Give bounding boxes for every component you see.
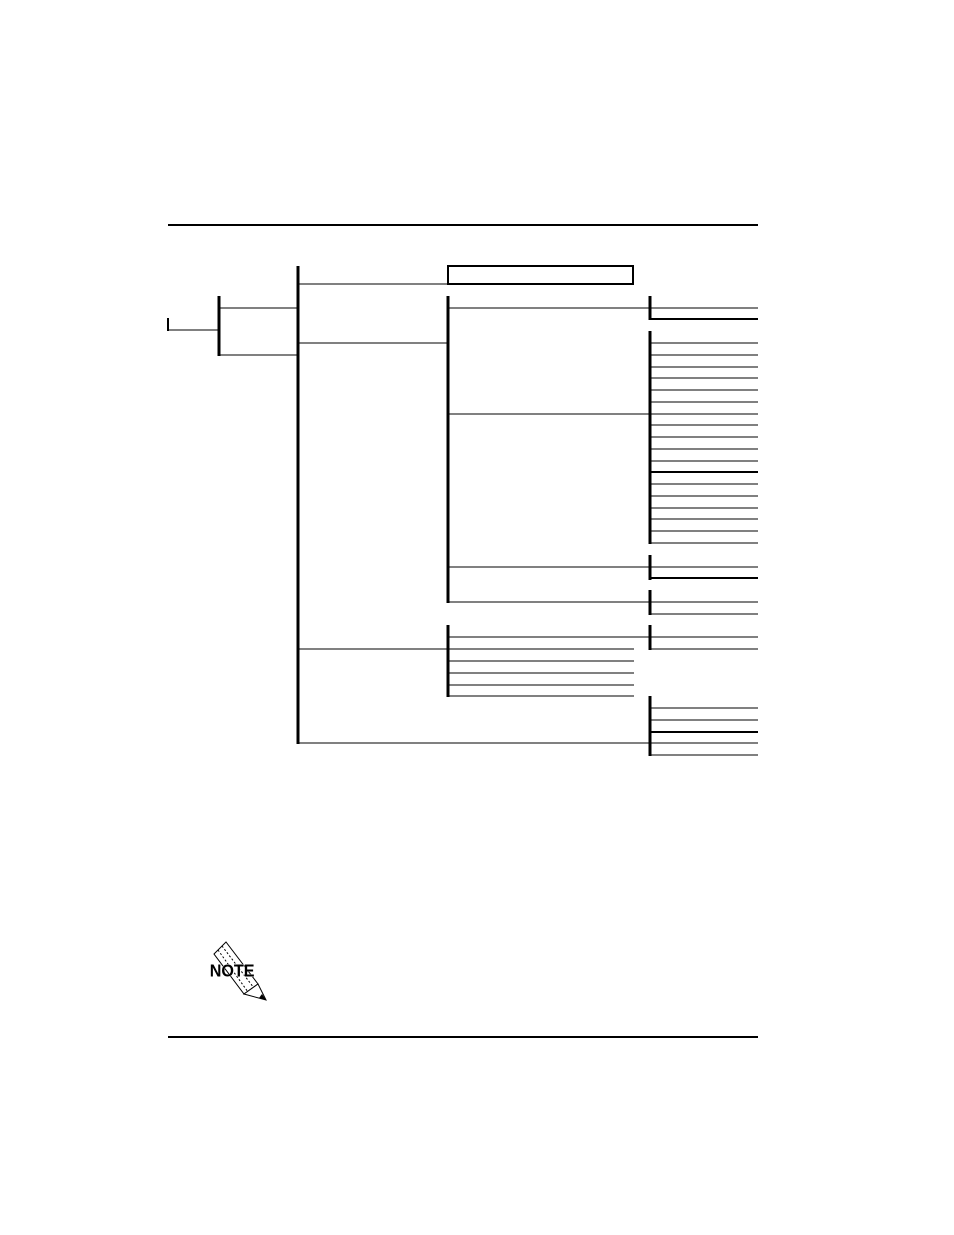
- note-label: NOTE: [209, 961, 255, 981]
- tree-level-5-group-4: [650, 590, 758, 615]
- note-pencil-icon: [204, 940, 274, 1006]
- tree-level-2: [219, 296, 298, 356]
- tree-boxed-entry: [448, 266, 633, 284]
- tree-level-4-upper: [448, 296, 650, 603]
- tree-level-5-group-3: [650, 555, 758, 580]
- tree-root-branch: [168, 318, 219, 331]
- tree-level-5-group-2: [650, 331, 758, 544]
- tree-level-5-group-5: [650, 625, 758, 650]
- tree-level-5-group-6: [650, 696, 758, 756]
- tree-level-5-group-1: [650, 296, 758, 320]
- tree-level-3: [298, 266, 650, 744]
- tree-level-4-lower: [448, 625, 650, 697]
